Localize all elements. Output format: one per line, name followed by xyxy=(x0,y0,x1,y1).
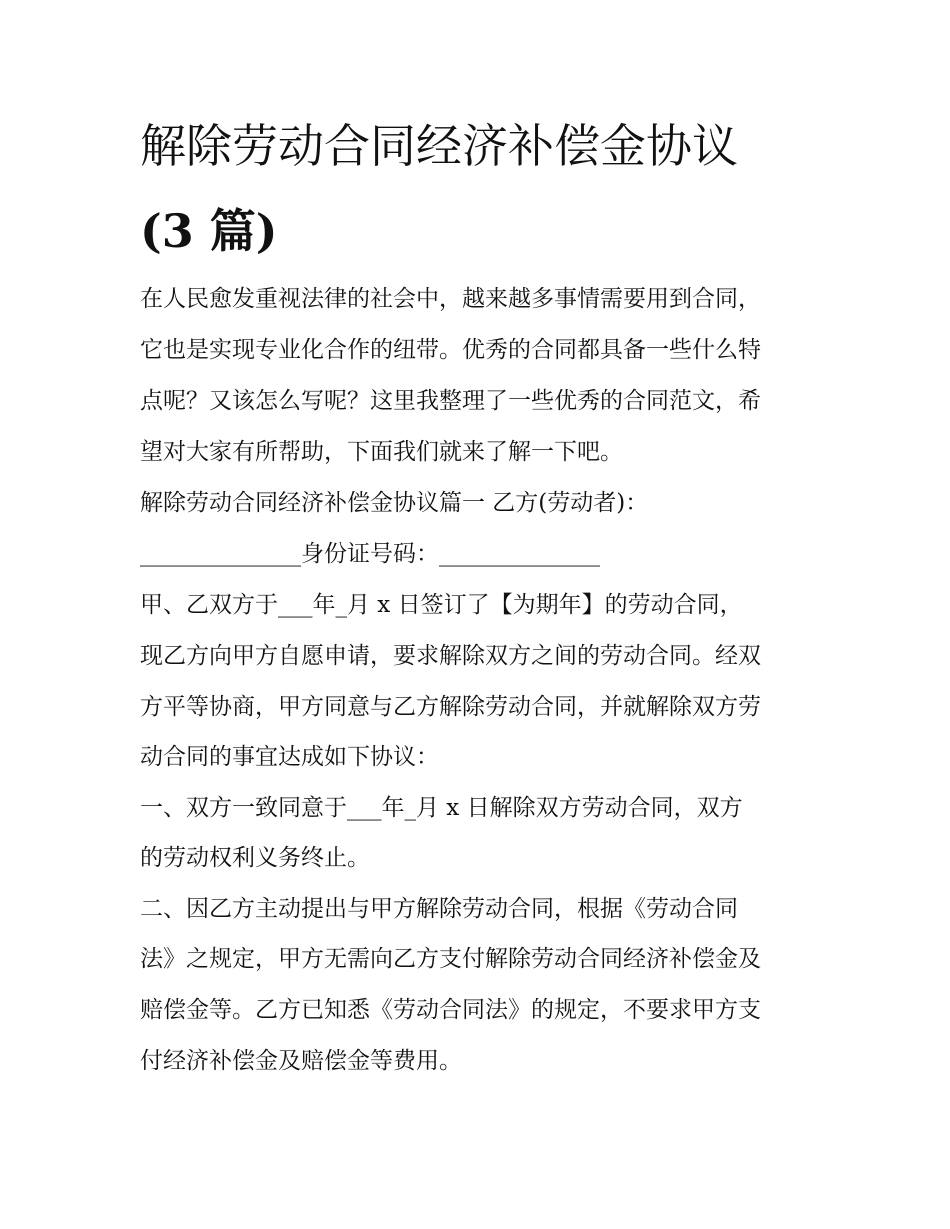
body-line-3: 点呢？又该怎么写呢？这里我整理了一些优秀的合同范文，希 xyxy=(140,388,761,414)
body-line-2: 它也是实现专业化合作的纽带。优秀的合同都具备一些什么特 xyxy=(140,337,761,363)
body-line-1: 在人民愈发重视法律的社会中，越来越多事情需要用到合同， xyxy=(140,286,761,312)
body-line-7: 甲、乙双方于___年_月 x 日签订了【为期年】的劳动合同， xyxy=(140,592,743,618)
document-title-line-2: (3 篇) xyxy=(140,204,278,258)
clause-1-line-2: 的劳动权利义务终止。 xyxy=(140,845,370,871)
clause-2-line-2: 法》之规定，甲方无需向乙方支付解除劳动合同经济补偿金及 xyxy=(140,946,761,972)
body-line-9: 方平等协商，甲方同意与乙方解除劳动合同，并就解除双方劳 xyxy=(140,694,761,720)
body-line-10: 动合同的事宜达成如下协议： xyxy=(140,744,439,770)
document-title-line-1: 解除劳动合同经济补偿金协议 xyxy=(140,119,738,173)
body-line-4: 望对大家有所帮助，下面我们就来了解一下吧。 xyxy=(140,439,623,465)
clause-2-line-1: 二、因乙方主动提出与甲方解除劳动合同，根据《劳动合同 xyxy=(140,896,738,922)
id-number-line: ______________身份证号码：______________ xyxy=(140,541,600,567)
body-line-8: 现乙方向甲方自愿申请，要求解除双方之间的劳动合同。经双 xyxy=(140,643,761,669)
clause-2-line-4: 付经济补偿金及赔偿金等费用。 xyxy=(140,1048,462,1074)
clause-2-line-3: 赔偿金等。乙方已知悉《劳动合同法》的规定，不要求甲方支 xyxy=(140,997,761,1023)
clause-1-line-1: 一、双方一致同意于___年_月 x 日解除双方劳动合同，双方 xyxy=(140,795,743,821)
section-heading-line: 解除劳动合同经济补偿金协议篇一 乙方(劳动者)： xyxy=(140,490,649,516)
